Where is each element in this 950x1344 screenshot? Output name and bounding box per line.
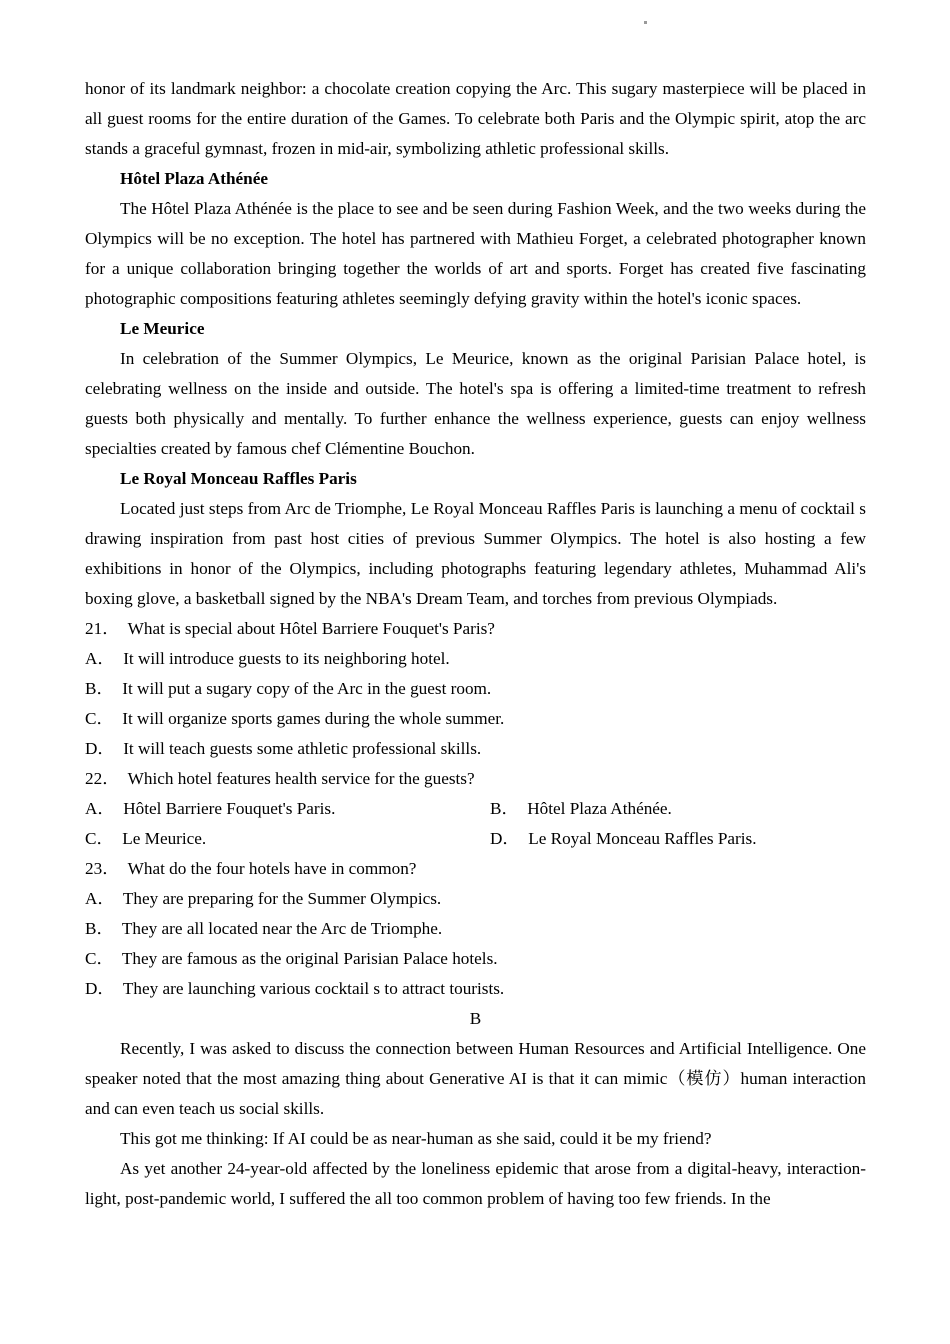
- hotel-heading-le-meurice: Le Meurice: [120, 319, 205, 338]
- question-22-option-row-1: [85, 794, 866, 824]
- question-23-option-c[interactable]: C． They are famous as the original Parisian Palace hotels.: [85, 949, 498, 968]
- page-content: [85, 74, 866, 1214]
- question-22-option-b[interactable]: B． Hôtel Plaza Athénée.: [490, 799, 672, 818]
- passage-b-paragraph-1: Recently, I was asked to discuss the connection between Human Resources and Artificial Intelligence. One speaker noted that the most amazing thing about Generative AI is that it can mimic（模仿）human interaction and can even teach us social skills.: [85, 1039, 866, 1118]
- question-22-option-row-2: [85, 824, 866, 854]
- hotel-paragraph-plaza-athenee: The Hôtel Plaza Athénée is the place to see and be seen during Fashion Week, and the two weeks during the Olympics will be no exception. The hotel has partnered with Mathieu Forget, a celebrated photographer known for a unique collaboration bringing together the worlds of art and sports. Forget has created five fascinating photographic compositions featuring athletes seemingly defying gravity within the hotel's iconic spaces.: [85, 199, 866, 308]
- question-21-option-b[interactable]: B． It will put a sugary copy of the Arc in the guest room.: [85, 679, 492, 698]
- question-22-option-c[interactable]: C． Le Meurice.: [85, 829, 207, 848]
- hotel-heading-le-royal-monceau: Le Royal Monceau Raffles Paris: [120, 469, 357, 488]
- question-21-option-c[interactable]: C． It will organize sports games during the whole summer.: [85, 709, 505, 728]
- question-23-option-b[interactable]: B． They are all located near the Arc de Triomphe.: [85, 919, 443, 938]
- question-22-option-d[interactable]: D． Le Royal Monceau Raffles Paris.: [490, 829, 757, 848]
- question-22-stem: 22． Which hotel features health service for the guests?: [85, 769, 475, 788]
- question-22-option-a[interactable]: A． Hôtel Barriere Fouquet's Paris.: [85, 799, 336, 818]
- hotel-paragraph-le-royal-monceau: Located just steps from Arc de Triomphe, Le Royal Monceau Raffles Paris is launching a menu of cocktail s drawing inspiration from past host cities of previous Summer Olympics. The hotel is also hosting a few exhibitions in honor of the Olympics, including photographs featuring legendary athletes, Muhammad Ali's boxing glove, a basketball signed by the NBA's Dream Team, and torches from previous Olympiads.: [85, 499, 866, 608]
- question-21-stem: 21． What is special about Hôtel Barriere Fouquet's Paris?: [85, 619, 495, 638]
- passage-b-paragraph-2: This got me thinking: If AI could be as near-human as she said, could it be my friend?: [120, 1129, 712, 1148]
- hotel-heading-plaza-athenee: Hôtel Plaza Athénée: [120, 169, 268, 188]
- question-21-option-a[interactable]: A． It will introduce guests to its neighboring hotel.: [85, 649, 450, 668]
- page-artifact-dot: [644, 21, 647, 24]
- question-23-stem: 23． What do the four hotels have in common?: [85, 859, 417, 878]
- hotel-paragraph-le-meurice: In celebration of the Summer Olympics, Le Meurice, known as the original Parisian Palace hotel, is celebrating wellness on the inside and outside. The hotel's spa is offering a limited-time treatment to refresh guests both physically and mentally. To further enhance the wellness experience, guests can enjoy wellness specialties created by famous chef Clémentine Bouchon.: [85, 349, 866, 458]
- passage-b-section-label: B: [469, 1009, 482, 1028]
- question-23-option-d[interactable]: D． They are launching various cocktail s to attract tourists.: [85, 979, 505, 998]
- passage-a-continued-paragraph: honor of its landmark neighbor: a chocolate creation copying the Arc. This sugary masterpiece will be placed in all guest rooms for the entire duration of the Games. To celebrate both Paris and the Olympic spirit, atop the arc stands a graceful gymnast, frozen in mid-air, symbolizing athletic professional skills.: [85, 79, 866, 158]
- passage-b-paragraph-3: As yet another 24-year-old affected by the loneliness epidemic that arose from a digital-heavy, interaction-light, post-pandemic world, I suffered the all too common problem of having too few friends. In the: [85, 1159, 866, 1208]
- question-21-option-d[interactable]: D． It will teach guests some athletic professional skills.: [85, 739, 482, 758]
- question-23-option-a[interactable]: A． They are preparing for the Summer Olympics.: [85, 889, 442, 908]
